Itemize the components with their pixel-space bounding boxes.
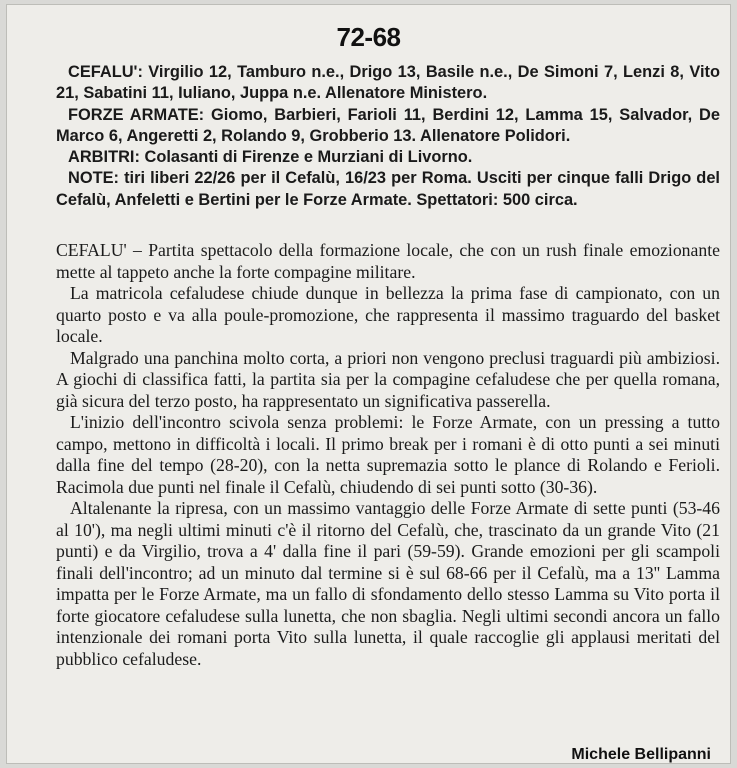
article-paragraph: La matricola cefaludese chiude dunque in bellezza la prima fase di campionato, con un quarto posto e va alla poule-promozione, che rappresenta il massimo traguardo del basket locale. <box>56 283 720 346</box>
article-body <box>56 240 720 670</box>
box-score-away-team: FORZE ARMATE: Giomo, Barbieri, Farioli 11, Berdini 12, Lamma 15, Salvador, De Marco 6, Angeretti 2, Rolando 9, Grobberio 13. Allenatore Polidori. <box>56 105 720 145</box>
article-paragraph: L'inizio dell'incontro scivola senza problemi: le Forze Armate, con un pressing a tutto campo, mettono in difficoltà i locali. Il primo break per i romani è di otto punti a sei minuti dalla fine del tempo (28-20), con la netta supremazia sotto le plance di Rolando e Ferioli. Racimola due punti nel finale il Cefalù, chiudendo di sei punti sotto (30-36). <box>56 412 720 497</box>
article-paragraph: Malgrado una panchina molto corta, a priori non vengono preclusi traguardi più ambiziosi. A giochi di classifica fatti, la partita sia per la compagine cefaludese che per quella romana, già sicura del terzo posto, ha rappresentato un significativa passerella. <box>56 347 720 411</box>
box-score <box>56 62 720 211</box>
box-score-referees: ARBITRI: Colasanti di Firenze e Murziani di Livorno. <box>68 148 473 167</box>
author-byline: Michele Bellipanni <box>571 746 711 763</box>
box-score-home-team: CEFALU': Virgilio 12, Tamburo n.e., Drigo 13, Basile n.e., De Simoni 7, Lenzi 8, Vito 21, Sabatini 11, Iuliano, Juppa n.e. Allenatore Ministero. <box>56 63 720 103</box>
article-paragraph: CEFALU' – Partita spettacolo della formazione locale, che con un rush finale emozionante mette al tappeto anche la forte compagine militare. <box>56 240 720 282</box>
article-paragraph: Altalenante la ripresa, con un massimo vantaggio delle Forze Armate di sette punti (53-46 al 10'), ma negli ultimi minuti c'è il ritorno del Cefalù, che, trascinato da un grande Vito (21 punti) e da Virgilio, trova a 4' dalla fine il pari (59-59). Grande emozioni per gli scampoli finali dell'incontro; ad un minuto dal termine si è sul 68-66 per il Cefalù, ma a 13'' Lamma impatta per le Forze Armate, ma un fallo di sfondamento dello stesso Lamma su Vito porta il forte giocatore cefaludese sulla lunetta, che non sbaglia. Negli ultimi secondi ancora un fallo intenzionale dei romani porta Vito sulla lunetta, il quale raccoglie gli applausi meritati del pubblico cefaludese. <box>56 498 720 669</box>
newspaper-clipping <box>6 4 731 764</box>
score-headline: 72-68 <box>336 22 401 52</box>
box-score-notes: NOTE: tiri liberi 22/26 per il Cefalù, 16/23 per Roma. Usciti per cinque falli Drigo del Cefalù, Anfeletti e Bertini per le Forze Armate. Spettatori: 500 circa. <box>56 169 720 209</box>
